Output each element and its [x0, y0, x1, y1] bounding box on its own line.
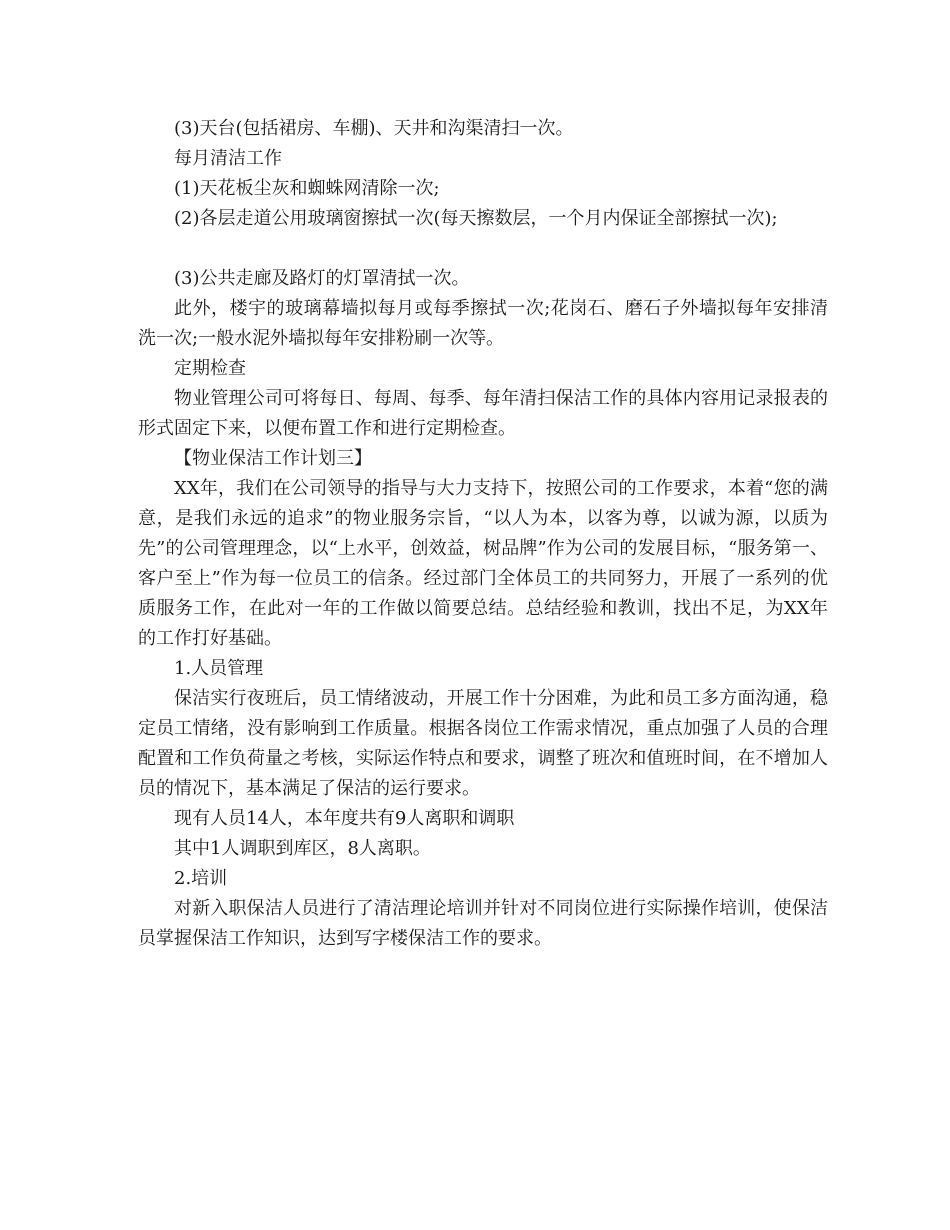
section-title-plan-three: 【物业保洁工作计划三】	[174, 448, 372, 469]
paragraph-staff-count: 现有人员14人，本年度共有9人离职和调职	[174, 808, 515, 829]
paragraph-rooftop-cleaning: (3)天台(包括裙房、车棚)、天井和沟渠清扫一次。	[174, 118, 574, 139]
heading-staff-management: 1.人员管理	[174, 658, 264, 679]
heading-training: 2.培训	[174, 868, 228, 889]
heading-regular-inspection: 定期检查	[174, 358, 246, 379]
paragraph-annual-summary: XX年，我们在公司领导的指导与大力支持下，按照公司的工作要求，本着“您的满意，是我们永远的追求”的物业服务宗旨，“以人为本，以客为尊，以诚为源，以质为先”的公司管理理念，以“上水平，创效益，树品牌”作为公司的发展目标，“服务第一、客户至上”作为每一位员工的信条。经过部门全体员工的共同努力，开展了一系列的优质服务工作，在此对一年的工作做以简要总结。总结经验和教训，找出不足，为XX年的工作打好基础。	[138, 478, 828, 649]
paragraph-curtain-wall: 此外，楼宇的玻璃幕墙拟每月或每季擦拭一次;花岗石、磨石子外墙拟每年安排清洗一次;一般水泥外墙拟每年安排粉刷一次等。	[138, 298, 828, 349]
heading-monthly-cleaning: 每月清洁工作	[174, 148, 282, 169]
paragraph-spacer	[138, 234, 828, 264]
paragraph-night-shift: 保洁实行夜班后，员工情绪波动，开展工作十分困难，为此和员工多方面沟通，稳定员工情绪，没有影响到工作质量。根据各岗位工作需求情况，重点加强了人员的合理配置和工作负荷量之考核，实际运作特点和要求，调整了班次和值班时间，在不增加人员的情况下，基本满足了保洁的运行要求。	[138, 688, 828, 799]
paragraph-corridor-windows: (2)各层走道公用玻璃窗擦拭一次(每天擦数层，一个月内保证全部擦拭一次);	[174, 208, 778, 229]
paragraph-ceiling-dust: (1)天花板尘灰和蜘蛛网清除一次;	[174, 178, 440, 199]
paragraph-training-details: 对新入职保洁人员进行了清洁理论培训并针对不同岗位进行实际操作培训，使保洁员掌握保洁工作知识，达到写字楼保洁工作的要求。	[138, 898, 828, 949]
document-body	[138, 114, 828, 954]
paragraph-inspection-records: 物业管理公司可将每日、每周、每季、每年清扫保洁工作的具体内容用记录报表的形式固定下来，以便布置工作和进行定期检查。	[138, 388, 828, 439]
paragraph-lamp-covers: (3)公共走廊及路灯的灯罩清拭一次。	[174, 268, 470, 289]
paragraph-staff-turnover: 其中1人调职到库区，8人离职。	[174, 838, 431, 859]
